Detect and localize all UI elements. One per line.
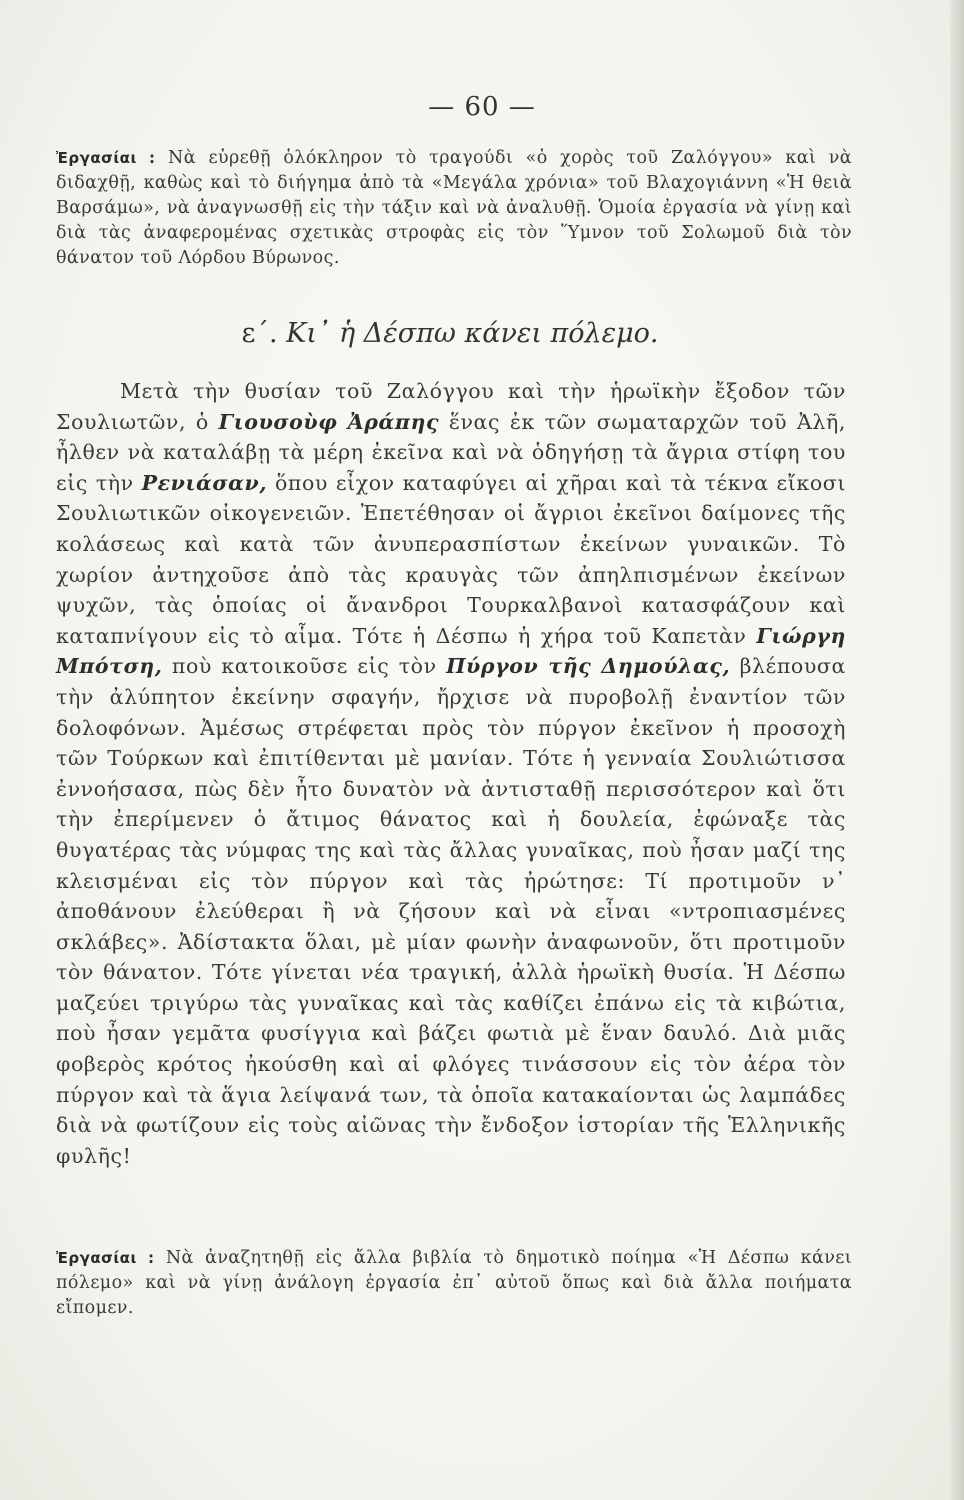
exercise-text: Νὰ εὑρεθῇ ὁλόκληρον τὸ τραγούδι «ὁ χορὸς τοῦ Ζαλόγγου» καὶ νὰ διδαχθῇ, καθὼς καὶ τὸ διήγημα ἀπὸ τὰ «Μεγάλα χρόνια» τοῦ Βλαχογιάννη «Ἡ θειὰ Βαρσάμω», νὰ ἀναγνωσθῇ εἰς τὴν τάξιν καὶ νὰ ἀναλυθῇ. Ὁμοία ἐργασία νὰ γίνῃ καὶ διὰ τὰς ἀναφερομένας σχετικὰς στροφὰς εἰς τὸν Ὕμνον τοῦ Σολωμοῦ διὰ τὸν θάνατον τοῦ Λόρδου Βύρωνος. (56, 148, 852, 268)
section-heading (0, 318, 900, 349)
body-text: ἕνας ἐκ τῶν σωματαρχῶν τοῦ Ἀλῆ, ἦλθεν νὰ καταλάβῃ τὰ μέρη ἐκεῖνα καὶ νὰ ὁδηγήσῃ τὰ ἄγρια στίφη του εἰς τὴν (56, 409, 846, 495)
body-text: Μετὰ τὴν θυσίαν τοῦ Ζαλόγγου καὶ τὴν ἡρωϊκὴν ἔξοδον τῶν Σουλιωτῶν, ὁ (56, 379, 846, 434)
place-name: Ρενιάσαν, (141, 470, 268, 495)
exercise-label: Ἐργασίαι : (56, 149, 156, 167)
place-name: Πύργον τῆς Δημούλας, (446, 654, 731, 679)
page-number: — 60 — (428, 92, 536, 122)
exercise-label: Ἐργασίαι : (56, 1249, 155, 1267)
section-title: Κι᾿ ἡ Δέσπω κάνει πόλεμο. (286, 318, 659, 349)
body-text: ὅπου εἶχον καταφύγει αἱ χῆραι καὶ τὰ τέκνα εἴκοσι Σουλιωτικῶν οἰκογενειῶν. Ἐπετέθησαν οἱ ἄγριοι ἐκεῖνοι δαίμονες τῆς κολάσεως καὶ κατὰ τῶν ἀνυπερασπίστων ἐκείνων γυναικῶν. Τὸ χωρίον ἀντηχοῦσε ἀπὸ τὰς κραυγὰς τῶν ἀπηλπισμένων ἐκείνων ψυχῶν, τὰς ὁποίας οἱ ἄνανδροι Τουρκαλβανοὶ κατασφάζουν καὶ καταπνίγουν εἰς τὸ αἷμα. Τότε ἡ Δέσπω ἡ χήρα τοῦ Καπετὰν (56, 470, 846, 648)
page-edge (950, 0, 964, 1500)
exercise-note-2 (56, 1246, 852, 1321)
main-paragraph (56, 376, 846, 1171)
section-number: ε΄. (241, 318, 278, 349)
exercise-text: Νὰ ἀναζητηθῇ εἰς ἄλλα βιβλία τὸ δημοτικὸ ποίημα «Ἡ Δέσπω κάνει πόλεμο» καὶ νὰ γίνῃ ἀνάλογη ἐργασία ἐπ᾿ αὐτοῦ ὅπως καὶ διὰ ἄλλα ποιήματα εἴπομεν. (56, 1248, 852, 1318)
person-name: Γιώργη Μπότση, (56, 623, 846, 679)
person-name: Γιουσοὺφ Ἀράπης (218, 409, 440, 434)
body-text: βλέπουσα τὴν ἀλύπητον ἐκείνην σφαγήν, ἤρχισε νὰ πυροβολῇ ἐναντίον τῶν δολοφόνων. Ἀμέσως στρέφεται πρὸς τὸν πύργον ἐκεῖνον ἡ προσοχὴ τῶν Τούρκων καὶ ἐπιτίθενται μὲ μανίαν. Τότε ἡ γενναία Σουλιώτισσα ἐννοήσασα, πὼς δὲν ἦτο δυνατὸν νὰ ἀντισταθῇ περισσότερον καὶ ὅτι τὴν ἐπερίμενεν ὁ ἄτιμος θάνατος καὶ ἡ δουλεία, ἐφώναξε τὰς θυγατέρας τὰς νύμφας της καὶ τὰς ἄλλας γυναῖκας, ποὺ ἦσαν μαζί της κλεισμέναι εἰς τὸν πύργον καὶ τὰς ἠρώτησε: Τί προτιμοῦν ν᾿ ἀποθάνουν ἐλεύθεραι ἢ νὰ ζήσουν καὶ νὰ εἶναι «ντροπιασμένες σκλάβες». Ἀδίστακτα ὅλαι, μὲ μίαν φωνὴν ἀναφωνοῦν, ὅτι προτιμοῦν τὸν θάνατον. Τότε γίνεται νέα τραγική, ἀλλὰ ἡρωϊκὴ θυσία. Ἡ Δέσπω μαζεύει τριγύρω τὰς γυναῖκας καὶ τὰς καθίζει ἐπάνω εἰς τὰ κιβώτια, ποὺ ἦσαν γεμᾶτα φυσίγγια καὶ βάζει φωτιὰ μὲ ἕναν δαυλό. Διὰ μιᾶς φοβερὸς κρότος ἠκούσθη καὶ αἱ φλόγες τινάσσουν εἰς τὸν ἀέρα τὸν πύργον καὶ τὰ ἅγια λείψανά των, τὰ ὁποῖα κατακαίονται ὡς λαμπάδες διὰ νὰ φωτίζουν εἰς τοὺς αἰῶνας τὴν ἔνδοξον ἱστορίαν τῆς Ἑλληνικῆς φυλῆς! (56, 654, 846, 1168)
exercise-note-1 (56, 146, 852, 271)
body-text: ποὺ κατοικοῦσε εἰς τὸν (171, 654, 437, 679)
